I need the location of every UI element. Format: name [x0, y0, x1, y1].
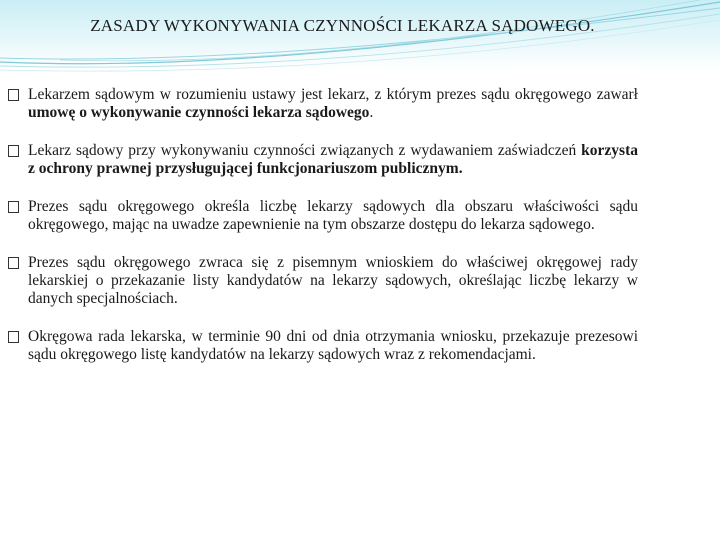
- bullet-list: [8, 86, 638, 384]
- bullet-text: Lekarzem sądowym w rozumieniu ustawy jest lekarz, z którym prezes sądu okręgowego zawarł umowę o wykonywanie czynności lekarza sądowego.: [28, 86, 638, 121]
- list-item: [8, 86, 638, 122]
- bullet-text: Prezes sądu okręgowego określa liczbę lekarzy sądowych dla obszaru właściwości sądu okręgowego, mając na uwadze zapewnienie na tym obszarze dostępu do lekarza sądowego.: [28, 198, 638, 233]
- bullet-text: Prezes sądu okręgowego zwraca się z pisemnym wnioskiem do właściwej okręgowej rady lekarskiej o przekazanie listy kandydatów na lekarzy sądowych, określając liczbę lekarzy w danych specjalnościach.: [28, 254, 638, 307]
- page-title: ZASADY WYKONYWANIA CZYNNOŚCI LEKARZA SĄDOWEGO.: [90, 16, 595, 35]
- bullet-text: Lekarz sądowy przy wykonywaniu czynności związanych z wydawaniem zaświadczeń korzysta z ochrony prawnej przysługującej funkcjonariuszom publicznym.: [28, 142, 638, 177]
- square-bullet-icon: [8, 331, 19, 343]
- header-swoosh-decoration: [0, 0, 720, 80]
- square-bullet-icon: [8, 257, 19, 269]
- bullet-text: Okręgowa rada lekarska, w terminie 90 dni od dnia otrzymania wniosku, przekazuje prezesowi sądu okręgowego listę kandydatów na lekarzy sądowych wraz z rekomendacjami.: [28, 328, 638, 363]
- list-item: [8, 254, 638, 308]
- square-bullet-icon: [8, 145, 19, 157]
- list-item: [8, 328, 638, 364]
- list-item: [8, 198, 638, 234]
- square-bullet-icon: [8, 201, 19, 213]
- list-item: [8, 142, 638, 178]
- square-bullet-icon: [8, 89, 19, 101]
